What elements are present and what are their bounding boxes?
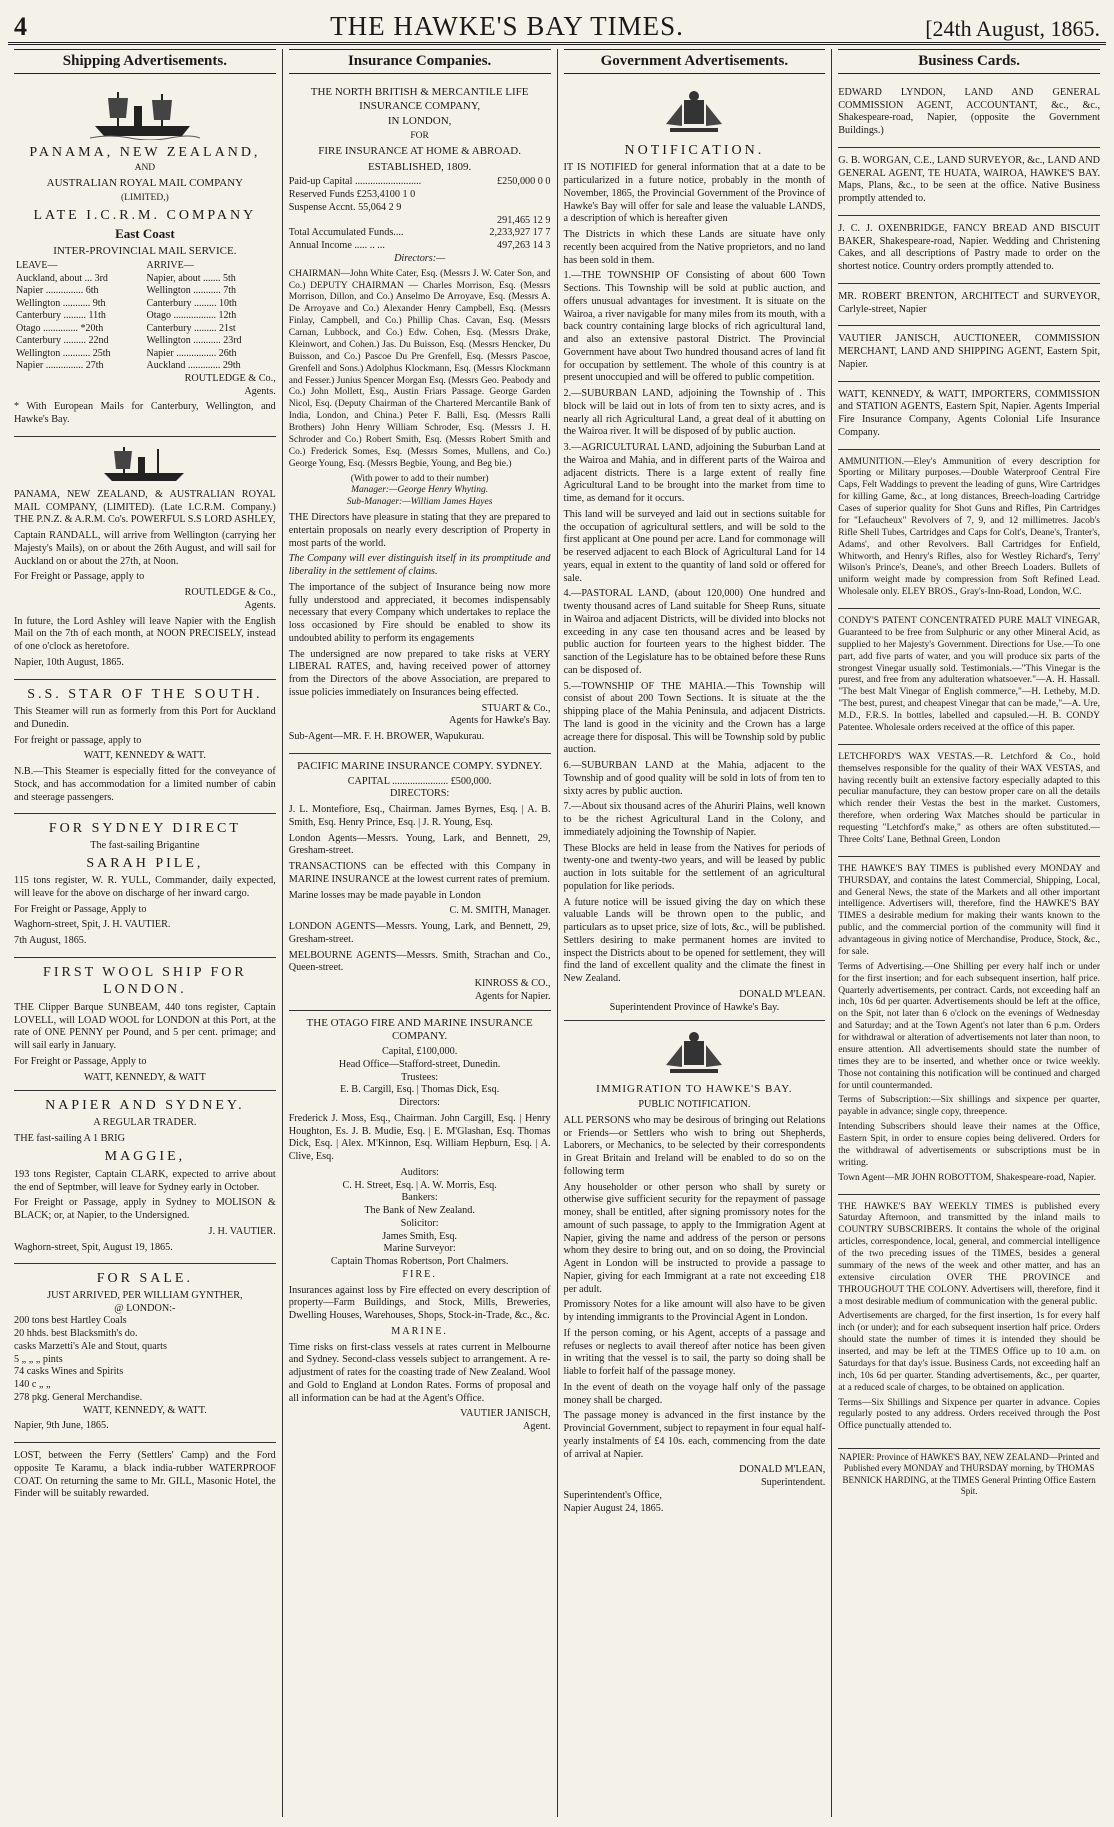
card-brenton (838, 284, 1100, 327)
notice-item: This land will be surveyed and laid out in sections suitable for the occupation of agricultural settlers, and will be sold to the first applicant at One pound per acre. Land for commonage will be reserved adjacent to each Block of Agricultural Land for 14 years, equal in extent to the quantity of land sold or offered for sale. (563, 508, 826, 584)
royal-crest-icon (662, 1031, 726, 1077)
ad-subtitle: INTER-PROVINCIAL MAIL SERVICE. (53, 244, 237, 257)
directors-list: Frederick J. Moss, Esq., Chairman. John Cargill, Esq. | Henry Houghton, Es. J. B. Mudie, Esq. | E. M'Glashan, Esq. Thomas Dick, Esq. | Alex. M'Kinnon, Esq. William Hepburn, Esq. | A. Clive, Esq. (288, 1112, 551, 1163)
card-letchford (838, 745, 1100, 857)
notice-land-sale (564, 80, 826, 1022)
newspaper-title: THE HAWKE'S BAY TIMES. (330, 11, 684, 41)
table-row (14, 298, 276, 311)
signature-title: Superintendent Province of Hawke's Bay. (609, 1001, 780, 1013)
agent-name: ROUTLEDGE & Co., (184, 372, 276, 384)
notice-item: 5.—TOWNSHIP OF THE MAHIA.—This Township will consist of about 200 Town Sections. It is situate at the the shipping place of the Mahia Peninsula, and adjacent Districts. The land is good in the vicinity and the Crown has a large acreage there for disposal. This will be Township sold by public auction. (563, 680, 826, 756)
ad-body: If the person coming, or his Agent, accepts of a passage and refuses or neglects to avail thereof after notice has been given in writing that the vessel is to sail, the party so doing shall be liable to forfeit half of the passage money. (563, 1327, 826, 1377)
table-cell: Canterbury ......... 11th (16, 310, 106, 322)
card-janisch (838, 326, 1100, 381)
ad-body: These Blocks are held in lease from the Natives for periods of twenty-one and twenty-two years, and will be leased by public auction in lots suitable for the settlement of an agricultural population for like periods. (563, 842, 826, 892)
ad-note: * With European Mails for Canterbury, Wellington, and Hawke's Bay. (14, 401, 276, 425)
ad-lost-coat (14, 1443, 276, 1510)
ad-text: London Agents—Messrs. Young, Lark, and Bennett, 29, Gresham-street. (288, 832, 551, 857)
ad-text: For Freight or Passage, apply to (14, 571, 145, 583)
names-list: E. B. Cargill, Esq. | Thomas Dick, Esq. (339, 1084, 500, 1096)
table-cell: Wellington ........... 25th (16, 347, 111, 359)
agent-label: Agent. (523, 1421, 551, 1433)
newspaper-page (8, 4, 1106, 1819)
royal-crest-icon (662, 90, 726, 136)
figure-row (289, 215, 551, 228)
card-text: THE HAWKE'S BAY TIMES is published every MONDAY and THURSDAY, and contains the latest Commercial, Shipping, Local, and General News, the state of the Markets and all other important intelligence. Advertisers will, therefore, find the HAWKE'S BAY TIMES a desirable medium for making their wants known to the public, and the commercial portion of the community will find it advantageous in giving notice of Merchandise, Produce, Stock, &c., for sale. (838, 863, 1100, 957)
section-heading: Directors: (399, 1097, 440, 1109)
notice-item: 2.—SUBURBAN LAND, adjoining the Township of . This block will be laid out in lots of from ten to sixty acres, and is nearly all rich Agricultural Land, a great deal of it abutting on the Wairoa river. It will be disposed of by public auction. (563, 388, 826, 438)
card-hawkes-bay-times (838, 857, 1100, 1195)
ad-body: Any householder or other person who shall by surety or otherwise give sufficient security for the repayment of passage money, shall be entitled, after signing promissory notes for the amount of such passage, to apply to the Immigration Agent at Napier, giving the name and address of the person or persons whom they desire to bring out, and on so doing, the Provincial Agent in London will be instructed to provide a passage to Napier, giving for each Immigrant at a rate not exceeding £18 per adult. (563, 1181, 826, 1295)
ad-note: In future, the Lord Ashley will leave Napier with the English Mail on the 7th of each month, at NOON PRECISELY, instead of one o'clock as heretofore. (14, 615, 276, 652)
agent-label: Agents for Napier. (474, 990, 551, 1002)
card-text: AMMUNITION.—Eley's Ammunition of every description for Sporting or Military purposes.—Double Waterproof Central Fire Caps, Felt Waddings to prevent the leading of guns, Wire Cartridges for killing Game, &c., at long distances, Breech-loading Cartridge Cases of superior quality for Shot Guns and Rifles, Pin Cartridges for "Lefaucheux" Revolvers of 7, 9, and 12 millimetres. Jacob's Rifle Shell Tubes, Cartridges and Caps for Colt's, Deane's, Tranter's, Adams', and other Revolvers. Ball Cartridges for Enfield, Whitworth, and Henry's Rifles, also for Westley Richard's, Terry' Wilson's Prince's, Deane's, and other Breech Loaders. Bullets of uniform weight made by compression from Soft Refined Lead. Wholesale only. ELEY BROS., Gray's-Inn-Road, London, W.C. (838, 456, 1100, 598)
issue-date: [24th August, 1865. (925, 16, 1100, 41)
card-condy (838, 609, 1100, 745)
ad-body: 193 tons Register, Captain CLARK, expected to arrive about the end of Septmber, will leave for Sydney early in October. (14, 1168, 276, 1193)
ad-body: Promissory Notes for a like amount will also have to be given by intending immigrants to the Provincial Agent in London. (563, 1299, 826, 1323)
column-heading: Insurance Companies. (289, 49, 551, 74)
figure-value: 497,263 14 3 (497, 240, 551, 252)
steamship-icon (90, 88, 200, 140)
steamship-icon (100, 445, 190, 485)
card-text: EDWARD LYNDON, LAND AND GENERAL COMMISSION AGENT, ACCOUNTANT, &c., &c., Shakespeare-road, Napier, (opposite the Government Buildings.) (838, 86, 1100, 136)
ad-text: FOR (410, 131, 429, 141)
card-text: WATT, KENNEDY, & WATT, IMPORTERS, COMMISSION and STATION AGENTS, Eastern Spit, Napier. Agents Imperial Fire Insurance Company, Agents Colonial Life Insurance Company. (838, 388, 1100, 438)
figure-row (289, 202, 551, 215)
ad-address: Superintendent's Office, (563, 1489, 662, 1501)
ad-body: The undersigned are now prepared to take risks at VERY LIBERAL RATES, and, having received power of attorney from the Directors of the above Association, are prepared to issue policies immediately on Insurances being effected. (288, 648, 551, 698)
masthead (8, 4, 1106, 45)
section-heading: Trustees: (401, 1071, 439, 1083)
table-cell: Otago .............. *20th (16, 322, 104, 334)
agent-label: Agents. (244, 385, 276, 397)
figure-row (289, 189, 551, 202)
figure-row (289, 240, 551, 253)
card-text: Intending Subscribers should leave their names at the Office, Eastern Spit, in order to ensure copies being delivered. Orders for the withdrawal of advertisements or subscriptions must be in writing. (838, 1122, 1100, 1168)
card-text: CONDY'S PATENT CONCENTRATED PURE MALT VINEGAR, Guaranteed to be free from Sulphuric or any other Mineral Acid, as supplied to her Majesty's Government. Directions for Use.—To one part, add five parts of water, and you will produce six parts of the strongest Vinegar usually sold. Testimonials.—"This Vinegar is the purest, and free from any adulteration whatsoever."—A. H. Hassall. "The best Malt Vinegar of English commerce,"—H. Letheby, M.D. "The best, purest, and cheapest Vinegar that can be made,"—A. Ure, M.D., F.R.S. In bottles, labelled and capsuled.—H. B. CONDY Patentee. Wholesale orders received at the office of this paper. (838, 616, 1100, 733)
directors-list: J. L. Montefiore, Esq., Chairman. James Byrnes, Esq. | A. B. Smith, Esq. Henry Prince, Esq. | J. R. Young, Esq. (288, 804, 551, 828)
table-cell: Wellington ........... 23rd (146, 335, 242, 347)
table-cell: Napier ............... 6th (16, 285, 99, 297)
ad-text: MELBOURNE AGENTS—Messrs. Smith, Strachan and Co., Queen-street. (288, 949, 551, 974)
page-number: 4 (14, 12, 27, 41)
agent-name: WATT, KENNEDY, & WATT (83, 1071, 206, 1083)
agent-name: KINROSS & CO., (474, 978, 551, 990)
table-cell: Canterbury ......... 10th (146, 297, 237, 309)
ad-subtitle: The fast-sailing Brigantine (90, 839, 200, 851)
ad-address: Waghorn-street, Spit, J. H. VAUTIER. (14, 919, 171, 931)
figure-value: £250,000 0 0 (497, 176, 551, 188)
card-weekly-times (838, 1195, 1100, 1443)
card-text: Advertisements are charged, for the first insertion, 1s for every half inch (or under); and for each subsequent insertion half price. Orders should state the number of times it is intended they should be inserted, and may be left at the TIMES Office up to 10 a.m. on Saturdays for that day's issue. Business Cards, not exceeding half an inch, 10s 6d per quarter. Standing advertisements, &c., per quarter, at a reduced scale of charges, to be obtained on application. (838, 1311, 1100, 1393)
ad-title: PACIFIC MARINE INSURANCE COMPY. SYDNEY. (297, 759, 543, 772)
manager-name: C. M. SMITH, Manager. (449, 905, 551, 917)
signature-name: DONALD M'LEAN. (739, 988, 826, 1000)
ad-text: For Freight or Passage, apply in Sydney to MOLISON & BLACK; or, at Napier, to the Undersigned. (14, 1197, 276, 1221)
ad-lord-ashley (14, 437, 276, 680)
ad-subtitle: LATE I.C.R.M. COMPANY (33, 207, 257, 223)
figure-value: 291,465 12 9 (497, 214, 551, 226)
ad-pacific-marine (289, 754, 551, 1011)
ad-body: Captain RANDALL, will arrive from Wellington (carrying her Majesty's Mails), on or about the 26th August, and will sail for Auckland on or about the 27th, at Noon. (14, 530, 276, 567)
ad-text: (LIMITED,) (121, 192, 169, 203)
card-lyndon (838, 80, 1100, 148)
notice-item: 7.—About six thousand acres of the Ahuriri Plains, well known to be the richest Agricultural Land in the Colony, and immediately adjoining the Township of Napier. (563, 801, 826, 838)
card-watt (838, 382, 1100, 450)
agent-name: STUART & Co., (481, 702, 551, 714)
figure-row (289, 227, 551, 240)
table-row (14, 335, 276, 348)
column-insurance (283, 49, 558, 1817)
agent-name: ROUTLEDGE & Co., (184, 587, 276, 598)
names-list: Captain Thomas Robertson, Port Chalmers. (330, 1256, 509, 1268)
ad-panama-mail (14, 80, 276, 437)
ad-body: The Districts in which these Lands are situate have only recently been acquired from the Native proprietors, and no land has been sold in them. (563, 229, 826, 266)
ad-title: PANAMA, NEW ZEALAND, & AUSTRALIAN ROYAL MAIL COMPANY, (LIMITED). (Late I.C.R.M. Company.) THE P.N.Z. & A.R.M. Co's. POWERFUL S.S LORD ASHLEY, (14, 488, 276, 526)
names-list: The Bank of New Zealand. (364, 1205, 475, 1217)
ad-date: 7th August, 1865. (14, 935, 87, 946)
names-list: James Smith, Esq. (382, 1230, 457, 1242)
table-header: ARRIVE— (146, 260, 194, 272)
ship-name: MAGGIE, (104, 1149, 186, 1165)
agent-name: WATT, KENNEDY & WATT. (83, 750, 206, 762)
list-item: 20 hhds. best Blacksmith's do. (14, 1328, 138, 1339)
agent-name: VAUTIER JANISCH, (460, 1408, 551, 1420)
mail-schedule-table (14, 260, 276, 373)
column-heading: Business Cards. (838, 49, 1100, 74)
ad-date: Napier, 9th June, 1865. (14, 1420, 109, 1432)
card-worgan (838, 148, 1100, 216)
card-text: J. C. J. OXENBRIDGE, FANCY BREAD AND BISCUIT BAKER, Shakespeare-road, Napier. Wedding and Christening Cakes, and all descriptions of Pastry made to order on the shortest notice. Country orders promptly attended to. (838, 222, 1100, 272)
column-business (832, 49, 1106, 1817)
notice-item: 6.—SUBURBAN LAND at the Mahia, adjacent to the Township and of good quality will be sold in lots of from ten to sixty acres by public auction. (563, 760, 826, 797)
section-heading: Auditors: (400, 1166, 439, 1178)
ship-name: SARAH PILE, (86, 855, 204, 871)
figure-label: Paid-up Capital .......................... (288, 176, 422, 188)
ad-note: (With power to add to their number) (350, 473, 489, 484)
card-text: THE HAWKE'S BAY WEEKLY TIMES is published every Saturday Afternoon, and transmitted by the inland mails to COUNTRY SUBSCRIBERS. It contains the whole of the original articles, correspondence, local, general, and commercial intelligence of the two preceding issues of the TIMES, besides a general summary of the news of the week and other matter, and has an extensive circulation OVER THE PROVINCE and THROUGHOUT THE COLONY. Advertisers will, therefore, find it a most desirable medium of communication with the general public. (838, 1201, 1100, 1307)
signature-title: Superintendent. (761, 1477, 826, 1488)
notice-item: 4.—PASTORAL LAND, (about 120,000) One hundred and twenty thousand acres of Land suitable for Sheep Runs, situate in Wairoa and adjacent Districts, will be divided into blocks not exceeding in any case ten thousand acres and be leased by public auction for fourteen years to the highest bidder. The sanction of the Legislature has to be obtained before these Runs can be disposed of. (563, 588, 826, 676)
list-item: 5 „ „ „ pints (14, 1353, 63, 1365)
card-text: VAUTIER JANISCH, AUCTIONEER, COMMISSION MERCHANT, LAND AND SHIPPING AGENT, Eastern Spit, Napier. (838, 333, 1100, 370)
figure-label: Annual Income ..... .. ... (288, 240, 385, 252)
ad-body: IT IS NOTIFIED for general information that at a date to be particularized in a future notice, probably in the month of November, 1865, the Provincial Government of the Province of Hawke's Bay will offer for sale and lease the valuable LANDS, a description of which is hereafter given (563, 162, 826, 225)
agent-label: Agents for Hawke's Bay. (449, 715, 551, 727)
table-cell: Auckland ............. 29th (146, 360, 241, 372)
manager-name: Sub-Manager:—William James Hayes (346, 497, 493, 508)
signature-name: DONALD M'LEAN, (739, 1464, 826, 1476)
table-row (14, 348, 276, 361)
ad-date: Napier August 24, 1865. (563, 1502, 664, 1514)
ad-title: NOTIFICATION. (624, 142, 765, 158)
card-text: Terms of Subscription:—Six shillings and sixpence per quarter, payable in advance; single copy, threepence. (838, 1095, 1100, 1118)
ad-body: The importance of the subject of Insurance being now more fully understood and appreciated, it becomes indispensably necessary that every Company which undertakes to replace the loss occasioned by Fire should be enabled to show its undoubted ability to perform its engagements (288, 581, 551, 644)
column-heading: Shipping Advertisements. (14, 49, 276, 74)
card-oxenbridge (838, 216, 1100, 284)
manager-name: Manager:—George Henry Whyting. (351, 485, 489, 496)
card-text: LETCHFORD'S WAX VESTAS.—R. Letchford & Co., hold themselves responsible for the quality of their WAX VESTAS, and having recently built an extensive factory especially adapted to this peculiar manufacture, they can bestow proper care on all the details which render their Vestas the best in the market. Customers, therefore, when ordering Wax Matches should be particular in requesting "Letchford's make," as others are often substituted.—Three Colts' Lane, Bethnal Green, London (838, 751, 1100, 845)
ad-subtitle: IN LONDON, (387, 115, 452, 128)
ad-napier-sydney (14, 1091, 276, 1264)
figure-label: Reserved Funds £253,4100 1 0 (288, 189, 416, 201)
table-cell: Wellington ........... 9th (16, 297, 106, 309)
table-cell: Otago ................. 12th (146, 310, 237, 322)
ad-subtitle: ESTABLISHED, 1809. (367, 160, 472, 173)
ad-text: Sub-Agent—MR. F. H. BROWER, Wapukurau. (288, 731, 485, 743)
column-shipping (8, 49, 283, 1817)
names-list: C. H. Street, Esq. | A. W. Morris, Esq. (342, 1179, 497, 1191)
table-cell: Napier ................ 26th (146, 347, 237, 359)
printer-imprint: NAPIER: Province of HAWKE'S BAY, NEW ZEALAND—Printed and Published every MONDAY and THURSDAY morning, by THOMAS BENNICK HARDING, at the TIMES General Printing Office Eastern Spit. (838, 1448, 1100, 1497)
section-heading: Directors:— (394, 252, 446, 264)
ad-subtitle: A REGULAR TRADER. (93, 1116, 197, 1128)
table-cell: Napier ............... 27th (16, 360, 104, 372)
ad-title: S.S. STAR OF THE SOUTH. (27, 686, 263, 702)
ad-for-sale (14, 1264, 276, 1443)
ad-subtitle: East Coast (115, 226, 175, 242)
notice-item: 1.—THE TOWNSHIP OF Consisting of about 600 Town Sections. This Township will be sold at public auction, and offers unusual advantages for investment. It is situate on the Wairoa, a river navigable for many miles from its mouth, with a back country containing large blocks of rich agricultural land, and also an extensive pastoral District. The Provincial Government have about Two hundred thousand acres of land fit for occupation by settlement. The whole of this country is at present unoccupied and will be offered to public competition. (563, 270, 826, 384)
ad-otago-fire (289, 1011, 551, 1440)
agent-label: Agents. (244, 599, 276, 611)
table-cell: Canterbury ......... 21st (146, 322, 236, 334)
ad-body: ALL PERSONS who may be desirous of bringing out Relations or Friends—or Settlers who wish to bring out Shepherds, Laborers, or Mechanics, to be selected by their correspondents in Great Britain and Ireland will be enabled to do so on the following term (563, 1114, 826, 1177)
section-heading: MARINE. (391, 1325, 448, 1337)
ad-title: IMMIGRATION TO HAWKE'S BAY. (596, 1083, 793, 1096)
ad-wool-ship (14, 958, 276, 1092)
ad-subtitle: AUSTRALIAN ROYAL MAIL COMPANY (46, 177, 244, 190)
figure-label: Total Accumulated Funds.... (288, 227, 404, 239)
ad-text: Marine losses may be made payable in London (288, 889, 481, 901)
section-heading: Solicitor: (400, 1217, 439, 1229)
ad-body: Insurances against loss by Fire effected on every description of property—Farm Buildings, and Stock, Mills, Breweries, Dwelling Houses, Warehouses, Shops, Stock-in-Trade, &c., &c. (288, 1284, 551, 1322)
ad-text: For freight or passage, apply to (14, 734, 142, 746)
card-text: G. B. WORGAN, C.E., LAND SURVEYOR, &c., LAND AND GENERAL AGENT, TE HUATA, WAIROA, HAWKE'S BAY. Maps, Plans, &c., to be seen at the office. Native Business promptly attended to. (838, 154, 1100, 204)
agent-name: J. H. VAUTIER. (208, 1225, 276, 1237)
ad-sydney-direct (14, 814, 276, 958)
ad-text: For Freight or Passage, Apply to (14, 1055, 147, 1067)
figure-row (289, 176, 551, 189)
column-government (558, 49, 833, 1817)
ad-title: FIRST WOOL SHIP FOR LONDON. (43, 964, 247, 998)
card-text: MR. ROBERT BRENTON, ARCHITECT and SURVEYOR, Carlyle-street, Napier (838, 290, 1100, 315)
ad-body: 115 tons register, W. R. YULL, Commander, daily expected, will leave for the above on discharge of her inward cargo. (14, 875, 276, 899)
ad-date: Napier, 10th August, 1865. (14, 656, 124, 668)
list-item: 278 pkg. General Merchandise. (14, 1391, 143, 1403)
table-cell: Napier, about ....... 5th (146, 272, 236, 284)
card-ammunition (838, 450, 1100, 610)
ad-body: THE Directors have pleasure in stating that they are prepared to entertain proposals on nearly every description of Property in most parts of the world. (288, 512, 551, 549)
ad-subtitle: PUBLIC NOTIFICATION. (638, 1099, 751, 1110)
table-row (14, 323, 276, 336)
ad-text: THE fast-sailing A 1 BRIG (14, 1132, 125, 1144)
card-text: Town Agent—MR JOHN ROBOTTOM, Shakespeare-road, Napier. (838, 1172, 1096, 1183)
section-heading: FIRE. (402, 1268, 437, 1280)
ad-subtitle: Capital, £100,000. (381, 1046, 458, 1058)
ad-address: Head Office—Stafford-street, Dunedin. (338, 1058, 501, 1070)
notice-immigration (564, 1021, 826, 1521)
figure-value: 2,233,927 17 7 (489, 227, 551, 239)
ad-body: This Steamer will run as formerly from this Port for Auckland and Dunedin. (14, 706, 276, 730)
ad-body: In the event of death on the voyage half only of the passage money shall be charged. (563, 1381, 826, 1406)
table-cell: Canterbury ......... 22nd (16, 335, 109, 347)
ad-text: For Freight or Passage, Apply to (14, 903, 147, 915)
ad-star-of-south (14, 680, 276, 815)
card-text: Terms of Advertising.—One Shilling per every half inch or under for the first insertion; and for each subsequent insertion, half price. Quarterly advertisements, per contract. Cards, not exceeding half an inch, 10s 6d per quarter. Advertisements should be left at the office, on the Spit, not later than 6 o'clock on the evenings of Wednesday and Saturday; and at the Town Agent's not later than 6 p.m. Orders for withdrawal or alteration of advertisements not later than noon, to ensure attention. All advertisements should state the number of times they are to be inserted, and whether once or twice weekly. Those not containing this notification will be continued and charged for until countermanded. (838, 961, 1100, 1091)
ad-body: Time risks on first-class vessels at rates current in Melbourne and Sydney. Second-class vessels subject to arrangement. A re-adjustment of rates for the coasting trade of New Zealand. Wool and Gold to England at London Rates. Forms of proposal and all information can be had at the Agent's Office. (288, 1341, 551, 1404)
card-text: Terms—Six Shillings and Sixpence per quarter in advance. Copies regularly posted to any address. Orders received through the Post Office punctually attended to. (838, 1397, 1100, 1432)
section-heading: DIRECTORS: (390, 788, 450, 800)
ad-address: Waghorn-street, Spit, August 19, 1865. (14, 1241, 173, 1253)
ad-title: PANAMA, NEW ZEALAND, (29, 144, 261, 160)
ad-body: A future notice will be issued giving the day on which these valuable Lands will be thrown open to the public, and particulars as to upset price, size of lots, &c., will be published. Settlers desiring to make permanent homes are invited to inspect the Districts about to be opened for settlement, they will find the land of excellent quality and the climate the finest in New Zealand. (563, 896, 826, 984)
ad-body: TRANSACTIONS can be effected with this Company in MARINE INSURANCE at the lowest current rates of premium. (288, 861, 551, 885)
ad-subtitle: @ LONDON:- (114, 1302, 176, 1314)
table-row (14, 310, 276, 323)
ad-subtitle: CAPITAL ...................... £500,000. (347, 775, 492, 787)
list-item: 140 c „ „ (14, 1379, 51, 1390)
table-row (14, 273, 276, 286)
list-item: casks Marzetti's Ale and Stout, quarts (14, 1340, 167, 1352)
ad-north-british (289, 80, 551, 754)
ad-title: FOR SALE. (96, 1271, 193, 1287)
directors-list: CHAIRMAN—John White Cater, Esq. (Messrs J. W. Cater Son, and Co.) DEPUTY CHAIRMAN — Charles Morrison, Esq. (Messrs Morrison, Dillon, and Co.) Anselmo De Arroyave, Esq. (Messrs A. De Arroyave and Co.) Alexander Henry Campbell, Esq. (Messrs Finlay, Campbell, and Co.) Phillip Chas. Cavan, Esq. (Messrs Carnan, Lubbock, and Co.) Edw. Cohen, Esq. (Messrs Drake, Kleinwort, and Cohen.) Jas. Du Buisson, Esq. (Messrs Hencker, Du Buisson, and Co.) Pascoe Du Pre Grenfell, Esq. (Messrs Pascoe, Grenfell and Sons.) Adolphus Klockmann, Esq. (Messrs Klockmann and Fesser.) Junius Spencer Morgan Esq. (Messrs Geo. Peabody and Co.) John Mollett, Esq., Austin Friars Passage. George Garden Nicol, Esq. (Deputy Chairman of the Chartered Mercantile Bank of India, London, and China.) Peter F. Balli, Esq. (Messrs Ralli Brothers) John Henry William Schroder, Esq. (Messrs J. H. Schroder and Co.) Robert Smith, Esq. (Messrs Robert Smith and Co.) Frederick Somes, Esq. (Messrs Somes, Mullens, and Co.) George Young, Esq. (Messrs Begbie, Young, and Beg bie.) (288, 268, 551, 469)
ad-body: THE Clipper Barque SUNBEAM, 440 tons register, Captain LOVELL, will LOAD WOOL for LONDON at this Port, at the rate of ONE PENNY per Pound, and 5 per cent. primage; and will sail early in January. (14, 1001, 276, 1051)
table-row (14, 285, 276, 298)
section-heading: Marine Surveyor: (383, 1243, 456, 1255)
column-heading: Government Advertisements. (564, 49, 826, 74)
notice-item: 3.—AGRICULTURAL LAND, adjoining the Suburban Land at the Wairoa and Mahia, and in different parts of the Wairoa and adjacent districts. There is a large extent of really fine Agricultural Land to be brought into the market from time to time, as demand for it occurs. (563, 442, 826, 504)
ad-body: LOST, between the Ferry (Settlers' Camp) and the Ford opposite Te Karamu, a black india-rubber WATERPROOF COAT. On returning the same to Mr. GILL, Masonic Hotel, the Finder will be suitably rewarded. (14, 1450, 276, 1500)
section-heading: Bankers: (401, 1192, 438, 1204)
ad-title: NAPIER AND SYDNEY. (45, 1098, 245, 1114)
ad-subtitle: JUST ARRIVED, PER WILLIAM GYNTHER, (47, 1289, 243, 1301)
table-cell: Wellington ........... 7th (146, 285, 236, 297)
ad-title: FOR SYDNEY DIRECT (48, 821, 241, 837)
table-cell: Auckland, about ... 3rd (16, 272, 108, 284)
list-item: 200 tons best Hartley Coals (14, 1315, 127, 1327)
ad-text: AND (134, 163, 156, 174)
list-item: 74 casks Wines and Spirits (14, 1366, 124, 1378)
figure-label: Suspense Accnt. 55,064 2 9 (288, 201, 402, 213)
ad-text: LONDON AGENTS—Messrs. Young, Lark, and Bennett, 29, Gresham-street. (288, 921, 551, 945)
ad-subtitle: FIRE INSURANCE AT HOME & ABROAD. (318, 144, 521, 157)
table-row (14, 360, 276, 373)
ad-title: THE NORTH BRITISH & MERCANTILE LIFE INSURANCE COMPANY, (310, 85, 529, 112)
ad-title: THE OTAGO FIRE AND MARINE INSURANCE COMPANY. (306, 1016, 533, 1043)
ad-note: N.B.—This Steamer is especially fitted for the conveyance of Stock, and has accommodation for a limited number of cabin and steerage passengers. (14, 766, 276, 803)
agent-name: WATT, KENNEDY, & WATT. (83, 1404, 207, 1416)
table-header: LEAVE— (16, 260, 58, 272)
ad-body: The Company will ever distinguish itself in its promptitude and liberality in the settlement of claims. (288, 553, 551, 578)
ad-body: The passage money is advanced in the first instance by the Provincial Government, subject to repayment in four equal half-yearly instalments of £4 10s. each, commencing from the date of arrival at Napier. (563, 1410, 826, 1460)
